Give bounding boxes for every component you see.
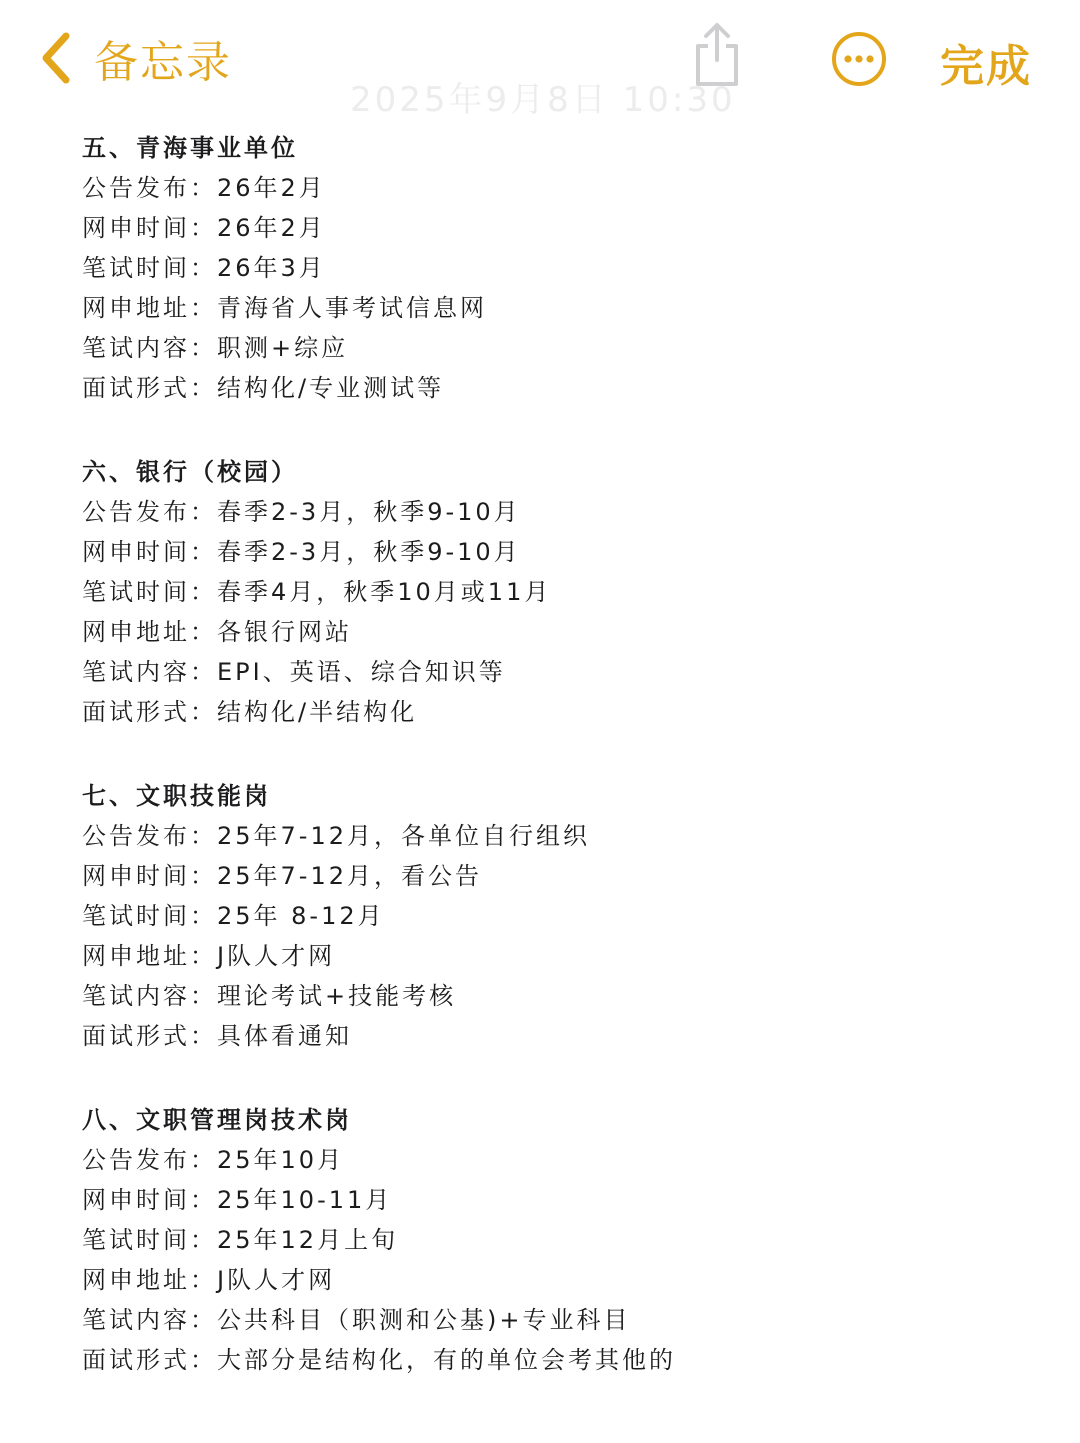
note-date: 2025年9月8日 10:30 xyxy=(350,80,736,120)
info-line: 网申地址：J队人才网 xyxy=(82,942,336,970)
info-line: 笔试内容：公共科目（职测和公基)+专业科目 xyxy=(82,1306,631,1334)
info-line: 网申地址：J队人才网 xyxy=(82,1266,336,1294)
note-body[interactable] xyxy=(82,128,1042,1380)
back-label: 备忘录 xyxy=(94,37,232,88)
info-line: 网申时间：26年2月 xyxy=(82,214,326,242)
info-line: 公告发布：25年7-12月，各单位自行组织 xyxy=(82,822,591,850)
info-line: 笔试时间：26年3月 xyxy=(82,254,326,282)
note-section xyxy=(82,776,1042,1056)
info-line: 面试形式：具体看通知 xyxy=(82,1022,352,1050)
share-icon xyxy=(690,20,744,90)
info-line: 面试形式：结构化/半结构化 xyxy=(82,698,418,726)
chevron-left-icon xyxy=(38,30,72,86)
info-line: 笔试内容：职测+综应 xyxy=(82,334,349,362)
section-title: 八、文职管理岗技术岗 xyxy=(82,1106,352,1134)
info-line: 公告发布：春季2-3月，秋季9-10月 xyxy=(82,498,521,526)
info-line: 公告发布：26年2月 xyxy=(82,174,326,202)
info-line: 公告发布：25年10月 xyxy=(82,1146,345,1174)
info-line: 笔试内容：理论考试+技能考核 xyxy=(82,982,457,1010)
navigation-bar xyxy=(0,0,1080,120)
info-line: 笔试时间：春季4月，秋季10月或11月 xyxy=(82,578,552,606)
info-line: 面试形式：大部分是结构化，有的单位会考其他的 xyxy=(82,1346,676,1374)
info-line: 面试形式：结构化/专业测试等 xyxy=(82,374,445,402)
info-line: 网申地址：青海省人事考试信息网 xyxy=(82,294,487,322)
note-section xyxy=(82,452,1042,732)
done-button[interactable]: 完成 xyxy=(940,41,1032,92)
info-line: 笔试时间：25年12月上旬 xyxy=(82,1226,399,1254)
section-title: 六、银行（校园） xyxy=(82,458,298,486)
back-button[interactable] xyxy=(38,26,232,90)
ellipsis-circle-icon xyxy=(830,30,888,88)
section-title: 五、青海事业单位 xyxy=(82,134,298,162)
section-title: 七、文职技能岗 xyxy=(82,782,271,810)
share-button[interactable] xyxy=(690,20,744,90)
info-line: 笔试时间：25年 8-12月 xyxy=(82,902,385,930)
info-line: 笔试内容：EPI、英语、综合知识等 xyxy=(82,658,506,686)
info-line: 网申时间：25年10-11月 xyxy=(82,1186,393,1214)
info-line: 网申时间：25年7-12月，看公告 xyxy=(82,862,483,890)
note-section xyxy=(82,1100,1042,1380)
more-button[interactable] xyxy=(830,30,888,88)
note-section xyxy=(82,128,1042,408)
info-line: 网申地址：各银行网站 xyxy=(82,618,352,646)
info-line: 网申时间：春季2-3月，秋季9-10月 xyxy=(82,538,521,566)
